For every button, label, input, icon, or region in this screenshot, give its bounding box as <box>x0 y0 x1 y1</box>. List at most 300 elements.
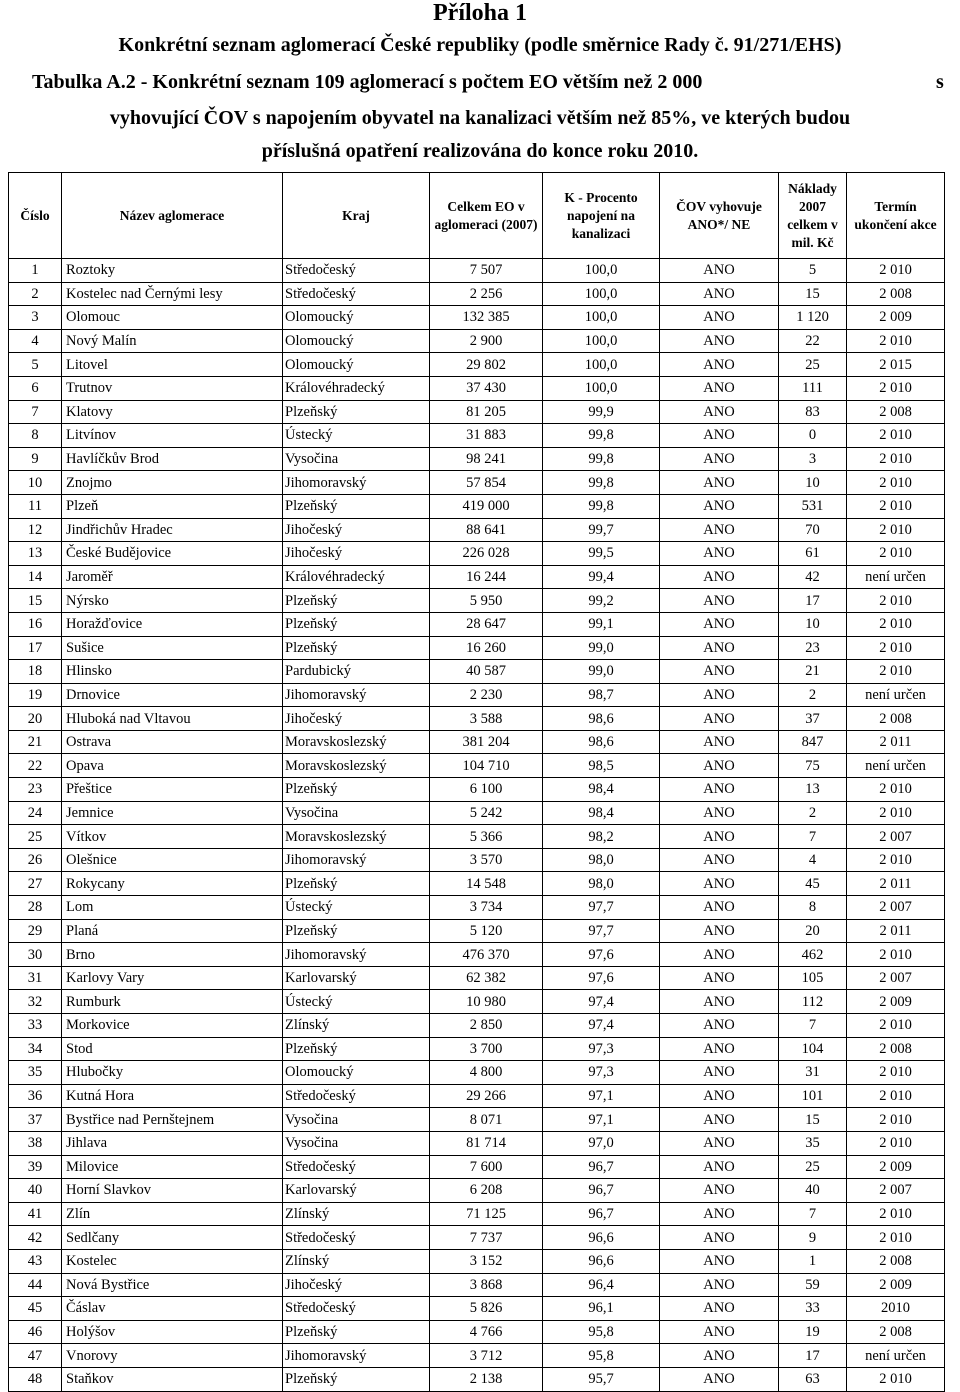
region-cell: Ústecký <box>283 896 430 920</box>
completion-term-cell: 2 010 <box>847 424 945 448</box>
row-number-cell: 11 <box>9 494 62 518</box>
region-cell: Vysočina <box>283 1108 430 1132</box>
costs-cell: 15 <box>779 282 847 306</box>
region-cell: Plzeňský <box>283 1320 430 1344</box>
cov-compliant-cell: ANO <box>660 1226 779 1250</box>
completion-term-cell: 2 010 <box>847 660 945 684</box>
connection-percent-cell: 99,7 <box>543 518 660 542</box>
agglomeration-name-cell: Brno <box>62 943 283 967</box>
table-row <box>9 730 945 754</box>
table-row <box>9 683 945 707</box>
table-row <box>9 565 945 589</box>
row-number-cell: 17 <box>9 636 62 660</box>
row-number-cell: 4 <box>9 329 62 353</box>
eo-total-cell: 3 734 <box>430 896 543 920</box>
connection-percent-cell: 97,7 <box>543 896 660 920</box>
cov-compliant-cell: ANO <box>660 1084 779 1108</box>
agglomeration-name-cell: Horní Slavkov <box>62 1179 283 1203</box>
cov-compliant-cell: ANO <box>660 660 779 684</box>
row-number-cell: 19 <box>9 683 62 707</box>
costs-cell: 40 <box>779 1179 847 1203</box>
connection-percent-cell: 99,8 <box>543 424 660 448</box>
completion-term-cell: 2 007 <box>847 896 945 920</box>
eo-total-cell: 10 980 <box>430 990 543 1014</box>
region-cell: Zlínský <box>283 1202 430 1226</box>
table-row <box>9 1014 945 1038</box>
table-row <box>9 589 945 613</box>
cov-compliant-cell: ANO <box>660 754 779 778</box>
agglomeration-name-cell: Zlín <box>62 1202 283 1226</box>
region-cell: Plzeňský <box>283 1367 430 1391</box>
connection-percent-cell: 96,7 <box>543 1155 660 1179</box>
costs-cell: 17 <box>779 589 847 613</box>
agglomeration-name-cell: Stod <box>62 1037 283 1061</box>
region-cell: Vysočina <box>283 447 430 471</box>
costs-cell: 59 <box>779 1273 847 1297</box>
agglomeration-name-cell: Kutná Hora <box>62 1084 283 1108</box>
costs-cell: 5 <box>779 259 847 283</box>
eo-total-cell: 2 256 <box>430 282 543 306</box>
costs-cell: 61 <box>779 542 847 566</box>
completion-term-cell: 2 007 <box>847 966 945 990</box>
region-cell: Zlínský <box>283 1249 430 1273</box>
costs-cell: 2 <box>779 801 847 825</box>
agglomeration-name-cell: Znojmo <box>62 471 283 495</box>
region-cell: Středočeský <box>283 1297 430 1321</box>
table-row <box>9 1273 945 1297</box>
row-number-cell: 26 <box>9 848 62 872</box>
cov-compliant-cell: ANO <box>660 1014 779 1038</box>
costs-cell: 847 <box>779 730 847 754</box>
table-header-row <box>9 173 945 259</box>
row-number-cell: 33 <box>9 1014 62 1038</box>
completion-term-cell: 2 010 <box>847 943 945 967</box>
table-row <box>9 1320 945 1344</box>
completion-term-cell: 2 010 <box>847 542 945 566</box>
agglomeration-name-cell: Karlovy Vary <box>62 966 283 990</box>
completion-term-cell: 2 010 <box>847 589 945 613</box>
agglomeration-name-cell: Nýrsko <box>62 589 283 613</box>
cov-compliant-cell: ANO <box>660 1249 779 1273</box>
cov-compliant-cell: ANO <box>660 1108 779 1132</box>
costs-cell: 1 120 <box>779 306 847 330</box>
header-kraj: Kraj <box>283 173 430 259</box>
costs-cell: 21 <box>779 660 847 684</box>
cov-compliant-cell: ANO <box>660 778 779 802</box>
completion-term-cell: 2 010 <box>847 1131 945 1155</box>
agglomeration-name-cell: Olomouc <box>62 306 283 330</box>
connection-percent-cell: 97,6 <box>543 966 660 990</box>
connection-percent-cell: 100,0 <box>543 306 660 330</box>
region-cell: Jihomoravský <box>283 683 430 707</box>
completion-term-cell: 2 010 <box>847 848 945 872</box>
completion-term-cell: není určen <box>847 683 945 707</box>
table-row <box>9 518 945 542</box>
agglomeration-name-cell: Sušice <box>62 636 283 660</box>
cov-compliant-cell: ANO <box>660 400 779 424</box>
table-row <box>9 542 945 566</box>
row-number-cell: 30 <box>9 943 62 967</box>
connection-percent-cell: 100,0 <box>543 376 660 400</box>
table-row <box>9 259 945 283</box>
eo-total-cell: 71 125 <box>430 1202 543 1226</box>
region-cell: Jihočeský <box>283 542 430 566</box>
eo-total-cell: 62 382 <box>430 966 543 990</box>
completion-term-cell: 2 008 <box>847 707 945 731</box>
region-cell: Královéhradecký <box>283 376 430 400</box>
agglomeration-name-cell: Čáslav <box>62 1297 283 1321</box>
table-caption-line-3: příslušná opatření realizována do konce roku 2010. <box>261 140 699 162</box>
eo-total-cell: 31 883 <box>430 424 543 448</box>
table-row <box>9 353 945 377</box>
eo-total-cell: 29 266 <box>430 1084 543 1108</box>
completion-term-cell: 2010 <box>847 1297 945 1321</box>
row-number-cell: 15 <box>9 589 62 613</box>
costs-cell: 105 <box>779 966 847 990</box>
costs-cell: 45 <box>779 872 847 896</box>
table-row <box>9 872 945 896</box>
region-cell: Olomoucký <box>283 353 430 377</box>
costs-cell: 7 <box>779 1202 847 1226</box>
eo-total-cell: 28 647 <box>430 612 543 636</box>
costs-cell: 104 <box>779 1037 847 1061</box>
completion-term-cell: 2 010 <box>847 329 945 353</box>
table-row <box>9 1297 945 1321</box>
costs-cell: 1 <box>779 1249 847 1273</box>
eo-total-cell: 3 712 <box>430 1344 543 1368</box>
eo-total-cell: 7 600 <box>430 1155 543 1179</box>
cov-compliant-cell: ANO <box>660 471 779 495</box>
completion-term-cell: není určen <box>847 1344 945 1368</box>
completion-term-cell: 2 010 <box>847 494 945 518</box>
agglomeration-name-cell: Jemnice <box>62 801 283 825</box>
costs-cell: 3 <box>779 447 847 471</box>
connection-percent-cell: 99,8 <box>543 447 660 471</box>
connection-percent-cell: 97,3 <box>543 1061 660 1085</box>
table-row <box>9 660 945 684</box>
region-cell: Jihočeský <box>283 1273 430 1297</box>
cov-compliant-cell: ANO <box>660 1037 779 1061</box>
connection-percent-cell: 96,7 <box>543 1179 660 1203</box>
row-number-cell: 14 <box>9 565 62 589</box>
agglomeration-name-cell: Planá <box>62 919 283 943</box>
completion-term-cell: 2 008 <box>847 400 945 424</box>
cov-compliant-cell: ANO <box>660 1273 779 1297</box>
connection-percent-cell: 98,4 <box>543 801 660 825</box>
region-cell: Středočeský <box>283 1084 430 1108</box>
agglomeration-name-cell: Drnovice <box>62 683 283 707</box>
cov-compliant-cell: ANO <box>660 825 779 849</box>
cov-compliant-cell: ANO <box>660 872 779 896</box>
row-number-cell: 43 <box>9 1249 62 1273</box>
agglomeration-name-cell: Litovel <box>62 353 283 377</box>
table-row <box>9 1108 945 1132</box>
eo-total-cell: 98 241 <box>430 447 543 471</box>
agglomeration-name-cell: Horažďovice <box>62 612 283 636</box>
cov-compliant-cell: ANO <box>660 447 779 471</box>
eo-total-cell: 81 714 <box>430 1131 543 1155</box>
completion-term-cell: 2 010 <box>847 636 945 660</box>
costs-cell: 20 <box>779 919 847 943</box>
header-termin: Termín ukončení akce <box>847 173 945 259</box>
row-number-cell: 8 <box>9 424 62 448</box>
eo-total-cell: 2 230 <box>430 683 543 707</box>
table-row <box>9 306 945 330</box>
table-row <box>9 612 945 636</box>
region-cell: Jihomoravský <box>283 943 430 967</box>
row-number-cell: 12 <box>9 518 62 542</box>
costs-cell: 25 <box>779 1155 847 1179</box>
connection-percent-cell: 99,4 <box>543 565 660 589</box>
region-cell: Moravskoslezský <box>283 730 430 754</box>
cov-compliant-cell: ANO <box>660 1155 779 1179</box>
completion-term-cell: 2 010 <box>847 778 945 802</box>
agglomeration-name-cell: Havlíčkův Brod <box>62 447 283 471</box>
region-cell: Královéhradecký <box>283 565 430 589</box>
agglomeration-name-cell: Klatovy <box>62 400 283 424</box>
connection-percent-cell: 97,4 <box>543 1014 660 1038</box>
row-number-cell: 48 <box>9 1367 62 1391</box>
connection-percent-cell: 96,6 <box>543 1226 660 1250</box>
costs-cell: 9 <box>779 1226 847 1250</box>
completion-term-cell: není určen <box>847 754 945 778</box>
region-cell: Olomoucký <box>283 329 430 353</box>
eo-total-cell: 16 244 <box>430 565 543 589</box>
costs-cell: 7 <box>779 1014 847 1038</box>
row-number-cell: 27 <box>9 872 62 896</box>
cov-compliant-cell: ANO <box>660 707 779 731</box>
agglomeration-name-cell: Vnorovy <box>62 1344 283 1368</box>
table-row <box>9 471 945 495</box>
region-cell: Plzeňský <box>283 872 430 896</box>
agglomeration-name-cell: Milovice <box>62 1155 283 1179</box>
region-cell: Středočeský <box>283 1226 430 1250</box>
completion-term-cell: 2 008 <box>847 282 945 306</box>
costs-cell: 111 <box>779 376 847 400</box>
table-row <box>9 1367 945 1391</box>
completion-term-cell: 2 010 <box>847 612 945 636</box>
row-number-cell: 46 <box>9 1320 62 1344</box>
row-number-cell: 1 <box>9 259 62 283</box>
table-row <box>9 896 945 920</box>
connection-percent-cell: 98,4 <box>543 778 660 802</box>
costs-cell: 2 <box>779 683 847 707</box>
costs-cell: 25 <box>779 353 847 377</box>
connection-percent-cell: 100,0 <box>543 353 660 377</box>
row-number-cell: 20 <box>9 707 62 731</box>
region-cell: Plzeňský <box>283 636 430 660</box>
costs-cell: 19 <box>779 1320 847 1344</box>
cov-compliant-cell: ANO <box>660 612 779 636</box>
cov-compliant-cell: ANO <box>660 801 779 825</box>
agglomeration-name-cell: Morkovice <box>62 1014 283 1038</box>
region-cell: Středočeský <box>283 1155 430 1179</box>
costs-cell: 8 <box>779 896 847 920</box>
row-number-cell: 24 <box>9 801 62 825</box>
completion-term-cell: 2 011 <box>847 872 945 896</box>
cov-compliant-cell: ANO <box>660 990 779 1014</box>
region-cell: Moravskoslezský <box>283 825 430 849</box>
eo-total-cell: 4 766 <box>430 1320 543 1344</box>
row-number-cell: 44 <box>9 1273 62 1297</box>
row-number-cell: 2 <box>9 282 62 306</box>
completion-term-cell: 2 009 <box>847 1155 945 1179</box>
agglomeration-name-cell: Rumburk <box>62 990 283 1014</box>
table-caption-line-2: vyhovující ČOV s napojením obyvatel na kanalizaci větším než 85%, ve kterých budou <box>109 107 851 129</box>
agglomeration-name-cell: Plzeň <box>62 494 283 518</box>
connection-percent-cell: 98,6 <box>543 707 660 731</box>
completion-term-cell: 2 009 <box>847 306 945 330</box>
region-cell: Karlovarský <box>283 966 430 990</box>
completion-term-cell: 2 010 <box>847 447 945 471</box>
table-row <box>9 1202 945 1226</box>
completion-term-cell: 2 010 <box>847 801 945 825</box>
cov-compliant-cell: ANO <box>660 943 779 967</box>
row-number-cell: 47 <box>9 1344 62 1368</box>
row-number-cell: 29 <box>9 919 62 943</box>
completion-term-cell: 2 007 <box>847 825 945 849</box>
agglomeration-name-cell: Vítkov <box>62 825 283 849</box>
completion-term-cell: 2 010 <box>847 1367 945 1391</box>
completion-term-cell: 2 009 <box>847 990 945 1014</box>
row-number-cell: 7 <box>9 400 62 424</box>
completion-term-cell: 2 015 <box>847 353 945 377</box>
connection-percent-cell: 99,8 <box>543 471 660 495</box>
connection-percent-cell: 99,8 <box>543 494 660 518</box>
row-number-cell: 32 <box>9 990 62 1014</box>
row-number-cell: 6 <box>9 376 62 400</box>
region-cell: Středočeský <box>283 259 430 283</box>
connection-percent-cell: 99,9 <box>543 400 660 424</box>
connection-percent-cell: 95,7 <box>543 1367 660 1391</box>
eo-total-cell: 476 370 <box>430 943 543 967</box>
agglomeration-name-cell: Jindřichův Hradec <box>62 518 283 542</box>
costs-cell: 17 <box>779 1344 847 1368</box>
costs-cell: 10 <box>779 612 847 636</box>
agglomeration-name-cell: Nová Bystřice <box>62 1273 283 1297</box>
agglomeration-name-cell: Sedlčany <box>62 1226 283 1250</box>
connection-percent-cell: 96,6 <box>543 1249 660 1273</box>
eo-total-cell: 7 507 <box>430 259 543 283</box>
costs-cell: 70 <box>779 518 847 542</box>
table-row <box>9 919 945 943</box>
region-cell: Vysočina <box>283 801 430 825</box>
cov-compliant-cell: ANO <box>660 1344 779 1368</box>
connection-percent-cell: 97,1 <box>543 1108 660 1132</box>
costs-cell: 15 <box>779 1108 847 1132</box>
row-number-cell: 5 <box>9 353 62 377</box>
completion-term-cell: 2 011 <box>847 730 945 754</box>
connection-percent-cell: 96,7 <box>543 1202 660 1226</box>
completion-term-cell: 2 007 <box>847 1179 945 1203</box>
agglomeration-name-cell: Bystřice nad Pernštejnem <box>62 1108 283 1132</box>
completion-term-cell: 2 010 <box>847 376 945 400</box>
cov-compliant-cell: ANO <box>660 896 779 920</box>
region-cell: Plzeňský <box>283 919 430 943</box>
region-cell: Olomoucký <box>283 1061 430 1085</box>
costs-cell: 7 <box>779 825 847 849</box>
region-cell: Plzeňský <box>283 589 430 613</box>
header-cov: ČOV vyhovuje ANO*/ NE <box>660 173 779 259</box>
row-number-cell: 13 <box>9 542 62 566</box>
eo-total-cell: 3 868 <box>430 1273 543 1297</box>
eo-total-cell: 81 205 <box>430 400 543 424</box>
costs-cell: 63 <box>779 1367 847 1391</box>
eo-total-cell: 381 204 <box>430 730 543 754</box>
connection-percent-cell: 98,2 <box>543 825 660 849</box>
eo-total-cell: 2 850 <box>430 1014 543 1038</box>
connection-percent-cell: 99,5 <box>543 542 660 566</box>
costs-cell: 101 <box>779 1084 847 1108</box>
agglomeration-name-cell: Přeštice <box>62 778 283 802</box>
connection-percent-cell: 98,5 <box>543 754 660 778</box>
connection-percent-cell: 96,4 <box>543 1273 660 1297</box>
agglomeration-name-cell: České Budějovice <box>62 542 283 566</box>
table-row <box>9 424 945 448</box>
row-number-cell: 42 <box>9 1226 62 1250</box>
eo-total-cell: 40 587 <box>430 660 543 684</box>
costs-cell: 42 <box>779 565 847 589</box>
table-row <box>9 1155 945 1179</box>
eo-total-cell: 2 138 <box>430 1367 543 1391</box>
agglomeration-name-cell: Ostrava <box>62 730 283 754</box>
row-number-cell: 23 <box>9 778 62 802</box>
cov-compliant-cell: ANO <box>660 1320 779 1344</box>
connection-percent-cell: 97,7 <box>543 919 660 943</box>
table-row <box>9 282 945 306</box>
completion-term-cell: 2 010 <box>847 1061 945 1085</box>
agglomeration-name-cell: Jihlava <box>62 1131 283 1155</box>
header-cislo: Číslo <box>9 173 62 259</box>
region-cell: Jihočeský <box>283 518 430 542</box>
connection-percent-cell: 99,0 <box>543 660 660 684</box>
eo-total-cell: 3 588 <box>430 707 543 731</box>
row-number-cell: 45 <box>9 1297 62 1321</box>
completion-term-cell: 2 010 <box>847 518 945 542</box>
costs-cell: 83 <box>779 400 847 424</box>
header-eo: Celkem EO v aglomeraci (2007) <box>430 173 543 259</box>
agglomeration-name-cell: Litvínov <box>62 424 283 448</box>
row-number-cell: 25 <box>9 825 62 849</box>
table-row <box>9 707 945 731</box>
table-row <box>9 990 945 1014</box>
cov-compliant-cell: ANO <box>660 306 779 330</box>
region-cell: Plzeňský <box>283 612 430 636</box>
agglomeration-name-cell: Kostelec nad Černými lesy <box>62 282 283 306</box>
region-cell: Karlovarský <box>283 1179 430 1203</box>
agglomeration-name-cell: Hlubočky <box>62 1061 283 1085</box>
cov-compliant-cell: ANO <box>660 636 779 660</box>
cov-compliant-cell: ANO <box>660 589 779 613</box>
region-cell: Ústecký <box>283 424 430 448</box>
agglomeration-name-cell: Olešnice <box>62 848 283 872</box>
region-cell: Vysočina <box>283 1131 430 1155</box>
table-row <box>9 636 945 660</box>
eo-total-cell: 3 152 <box>430 1249 543 1273</box>
connection-percent-cell: 98,7 <box>543 683 660 707</box>
completion-term-cell: 2 010 <box>847 1226 945 1250</box>
header-nazev: Název aglomerace <box>62 173 283 259</box>
cov-compliant-cell: ANO <box>660 1297 779 1321</box>
costs-cell: 4 <box>779 848 847 872</box>
connection-percent-cell: 95,8 <box>543 1344 660 1368</box>
costs-cell: 23 <box>779 636 847 660</box>
cov-compliant-cell: ANO <box>660 518 779 542</box>
table-row <box>9 1226 945 1250</box>
cov-compliant-cell: ANO <box>660 683 779 707</box>
completion-term-cell: 2 010 <box>847 1084 945 1108</box>
region-cell: Plzeňský <box>283 778 430 802</box>
